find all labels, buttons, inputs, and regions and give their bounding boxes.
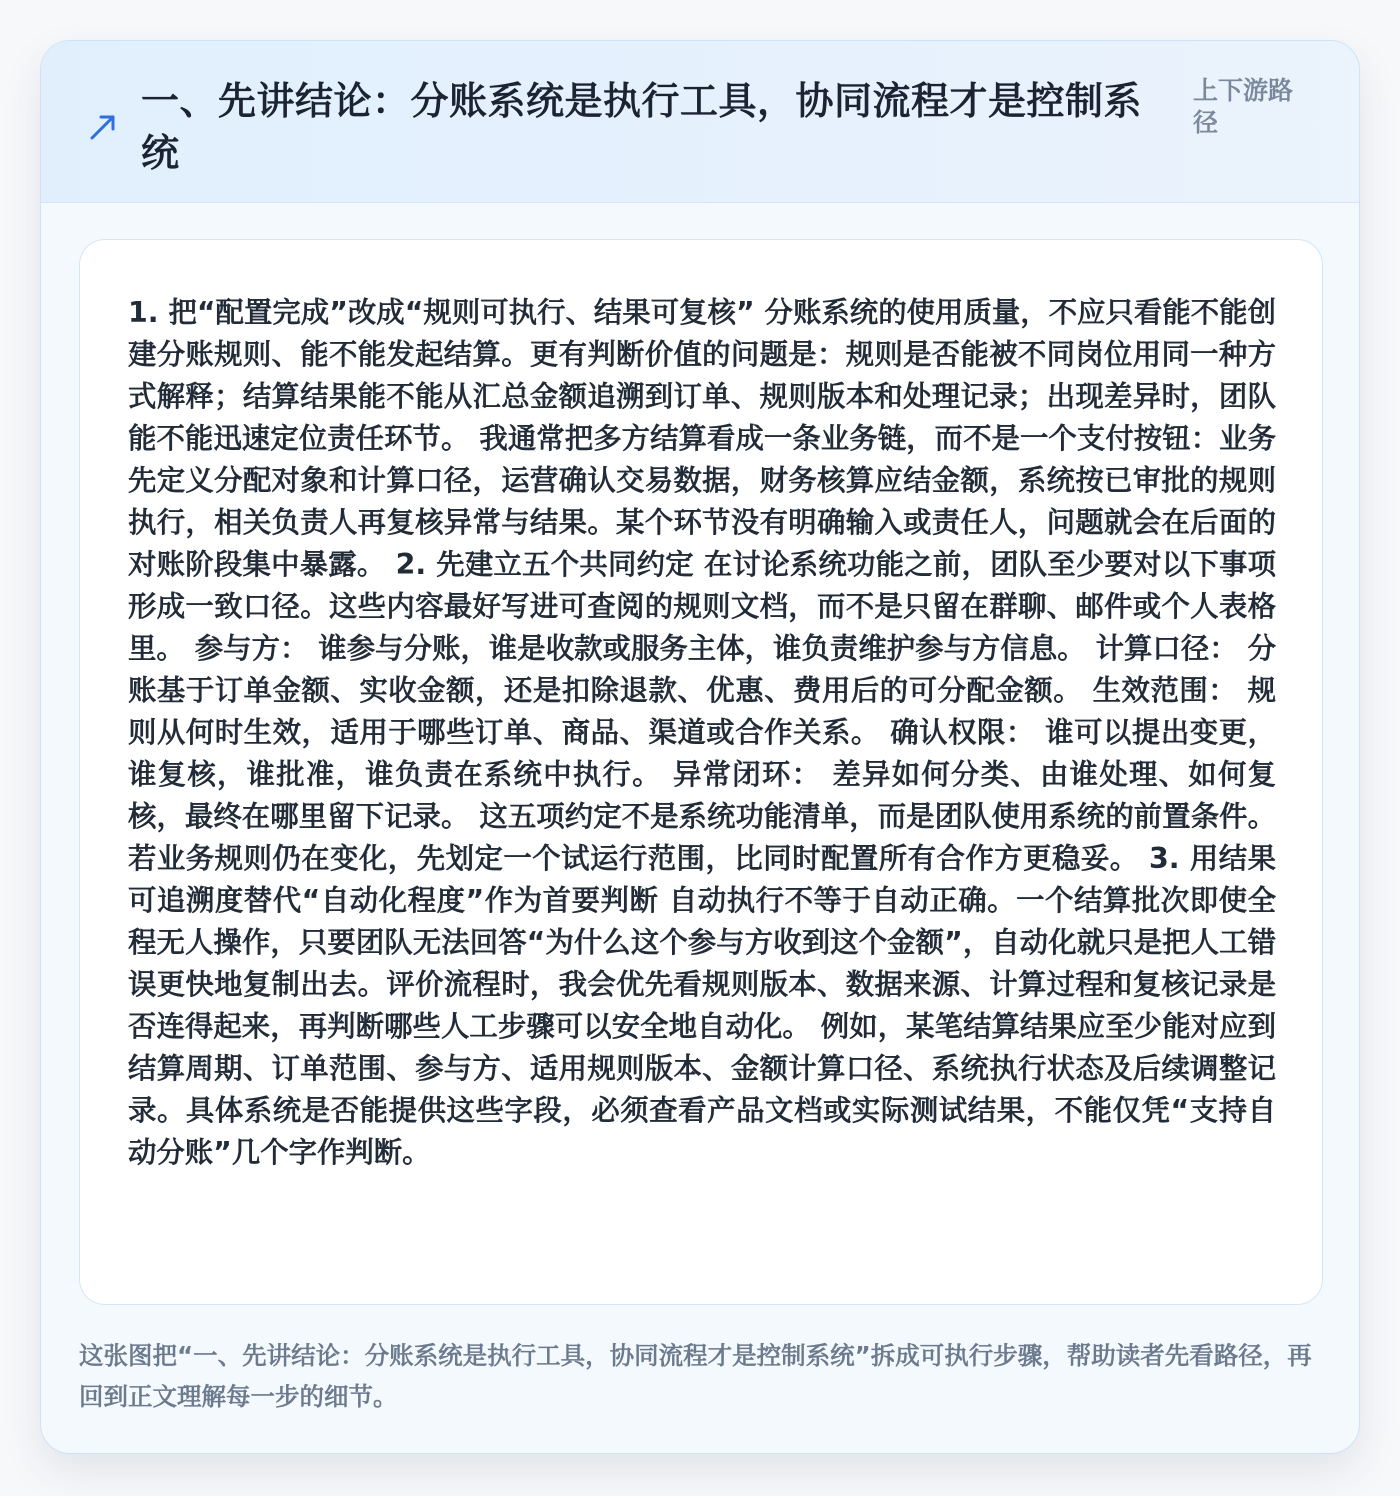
arrow-up-right-icon <box>87 111 119 143</box>
content-box <box>79 239 1323 1305</box>
figure-caption: 这张图把“一、先讲结论：分账系统是执行工具，协同流程才是控制系统”拆成可执行步骤，帮助读者先看路径，再回到正文理解每一步的细节。 <box>79 1341 1312 1411</box>
section-header <box>41 41 1360 203</box>
section-title: 一、先讲结论：分账系统是执行工具，协同流程才是控制系统 <box>141 79 1143 175</box>
body-text: 1. 把“配置完成”改成“规则可执行、结果可复核” 分账系统的使用质量，不应只看能不能创建分账规则、能不能发起结算。更有判断价值的问题是：规则是否能被不同岗位用同一种方式解释；结算结果能不能从汇总金额追溯到订单、规则版本和处理记录；出现差异时，团队能不能迅速定位责任环节。 我通常把多方结算看成一条业务链，而不是一个支付按钮：业务先定义分配对象和计算口径，运营确认交易数据，财务核算应结金额，系统按已审批的规则执行，相关负责人再复核异常与结果。某个环节没有明确输入或责任人，问题就会在后面的对账阶段集中暴露。 2. 先建立五个共同约定 在讨论系统功能之前，团队至少要对以下事项形成一致口径。这些内容最好写进可查阅的规则文档，而不是只留在群聊、邮件或个人表格里。 参与方： 谁参与分账，谁是收款或服务主体，谁负责维护参与方信息。 计算口径： 分账基于订单金额、实收金额，还是扣除退款、优惠、费用后的可分配金额。 生效范围： 规则从何时生效，适用于哪些订单、商品、渠道或合作关系。 确认权限： 谁可以提出变更，谁复核，谁批准，谁负责在系统中执行。 异常闭环： 差异如何分类、由谁处理、如何复核，最终在哪里留下记录。 这五项约定不是系统功能清单，而是团队使用系统的前置条件。若业务规则仍在变化，先划定一个试运行范围，比同时配置所有合作方更稳妥。 3. 用结果可追溯度替代“自动化程度”作为首要判断 自动执行不等于自动正确。一个结算批次即使全程无人操作，只要团队无法回答“为什么这个参与方收到这个金额”，自动化就只是把人工错误更快地复制出去。评价流程时，我会优先看规则版本、数据来源、计算过程和复核记录是否连得起来，再判断哪些人工步骤可以安全地自动化。 例如，某笔结算结果应至少能对应到结算周期、订单范围、参与方、适用规则版本、金额计算口径、系统执行状态及后续调整记录。具体系统是否能提供这些字段，必须查看产品文档或实际测试结果，不能仅凭“支持自动分账”几个字作判断。 <box>128 296 1276 1169</box>
header-tag: 上下游路径 <box>1193 76 1294 137</box>
article-card <box>40 40 1360 1454</box>
